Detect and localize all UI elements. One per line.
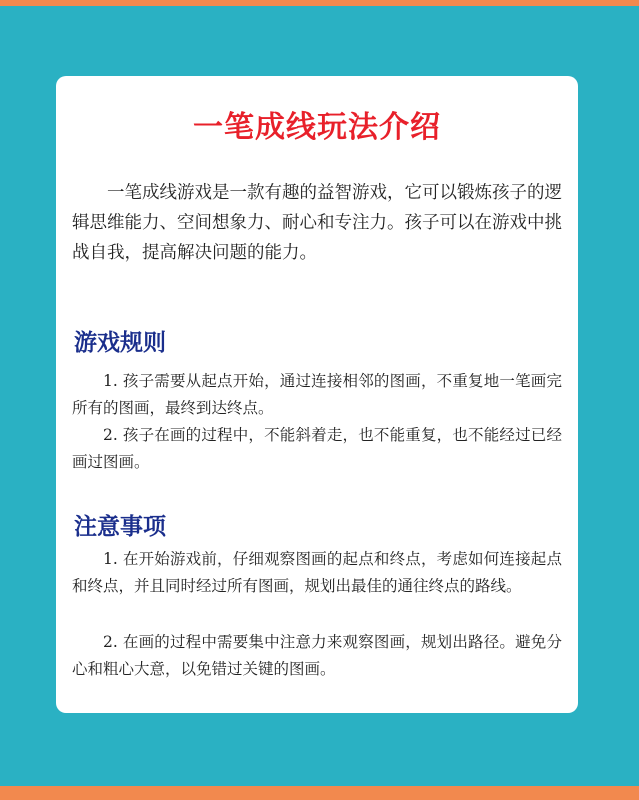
bottom-accent-stripe	[0, 786, 639, 800]
page-title: 一笔成线玩法介绍	[193, 110, 441, 145]
intro-paragraph: 一笔成线游戏是一款有趣的益智游戏，它可以锻炼孩子的逻辑思维能力、空间想象力、耐心和专注力。孩子可以在游戏中挑战自我，提高解决问题的能力。	[72, 183, 562, 263]
rule-item-1: 1. 孩子需要从起点开始，通过连接相邻的图画，不重复地一笔画完所有的图画，最终到达终点。	[72, 372, 562, 417]
top-accent-stripe	[0, 0, 639, 6]
rule-item-2: 2. 孩子在画的过程中，不能斜着走，也不能重复，也不能经过已经画过图画。	[72, 426, 562, 471]
note-item-1: 1. 在开始游戏前，仔细观察图画的起点和终点，考虑如何连接起点和终点，并且同时经过所有图画，规划出最佳的通往终点的路线。	[72, 550, 562, 595]
notes-heading: 注意事项	[74, 514, 166, 540]
rules-heading: 游戏规则	[74, 330, 166, 356]
content-card	[56, 76, 578, 713]
note-item-2: 2. 在画的过程中需要集中注意力来观察图画，规划出路径。避免分心和粗心大意，以免错过关键的图画。	[72, 633, 562, 678]
